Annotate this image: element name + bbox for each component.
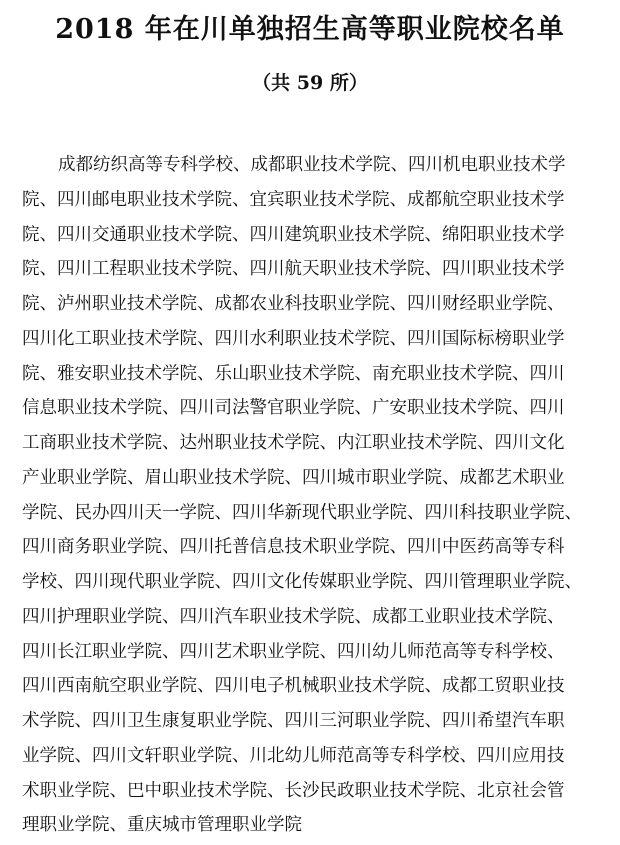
paragraph-line: 四川长江职业学院、四川艺术职业学院、四川幼儿师范高等专科学校、 — [22, 641, 565, 662]
paragraph-line: 工商职业技术学院、达州职业技术学院、内江职业技术学院、四川文化 — [22, 433, 565, 453]
paragraph-line: 四川化工职业技术学院、四川水利职业技术学院、四川国际标榜职业学 — [22, 328, 565, 349]
paragraph-line: 院、雅安职业技术学院、乐山职业技术学院、南充职业技术学院、四川 — [22, 363, 565, 384]
paragraph-line: 学院、民办四川天一学院、四川华新现代职业学院、四川科技职业学院、 — [22, 502, 582, 523]
paragraph-line: 信息职业技术学院、四川司法警官职业学院、广安职业技术学院、四川 — [22, 398, 565, 419]
paragraph-line: 院、泸州职业技术学院、成都农业科技职业学院、四川财经职业学院、 — [22, 294, 565, 314]
paragraph-line: 院、四川工程职业技术学院、四川航天职业技术学院、四川职业技术学 — [22, 259, 565, 280]
paragraph-line: 理职业学院、重庆城市管理职业学院 — [22, 815, 302, 836]
paragraph-line: 术学院、四川卫生康复职业学院、四川三河职业学院、四川希望汽车职 — [22, 711, 565, 731]
paragraph-line: 业学院、四川文轩职业学院、川北幼儿师范高等专科学校、四川应用技 — [22, 745, 565, 766]
paragraph-line: 四川护理职业学院、四川汽车职业技术学院、成都工业职业技术学院、 — [22, 606, 565, 627]
document-subtitle: （共 59 所） — [252, 72, 368, 94]
paragraph-line: 院、四川邮电职业技术学院、宜宾职业技术学院、成都航空职业技术学 — [22, 189, 565, 210]
paragraph-line: 成都纺织高等专科学校、成都职业技术学院、四川机电职业技术学 — [58, 155, 566, 175]
paragraph-line: 四川商务职业学院、四川托普信息技术职业学院、四川中医药高等专科 — [22, 537, 565, 558]
paragraph-line: 四川西南航空职业学院、四川电子机械职业技术学院、成都工贸职业技 — [22, 676, 565, 697]
paragraph-line: 产业职业学院、眉山职业技术学院、四川城市职业学院、成都艺术职业 — [22, 467, 565, 488]
document-title: 2018 年在川单独招生高等职业院校名单 — [55, 14, 565, 45]
school-list-paragraph — [22, 148, 602, 843]
paragraph-line: 院、四川交通职业技术学院、四川建筑职业技术学院、绵阳职业技术学 — [22, 224, 565, 245]
paragraph-line: 术职业学院、巴中职业技术学院、长沙民政职业技术学院、北京社会管 — [22, 780, 565, 801]
paragraph-line: 学校、四川现代职业学院、四川文化传媒职业学院、四川管理职业学院、 — [22, 572, 582, 592]
